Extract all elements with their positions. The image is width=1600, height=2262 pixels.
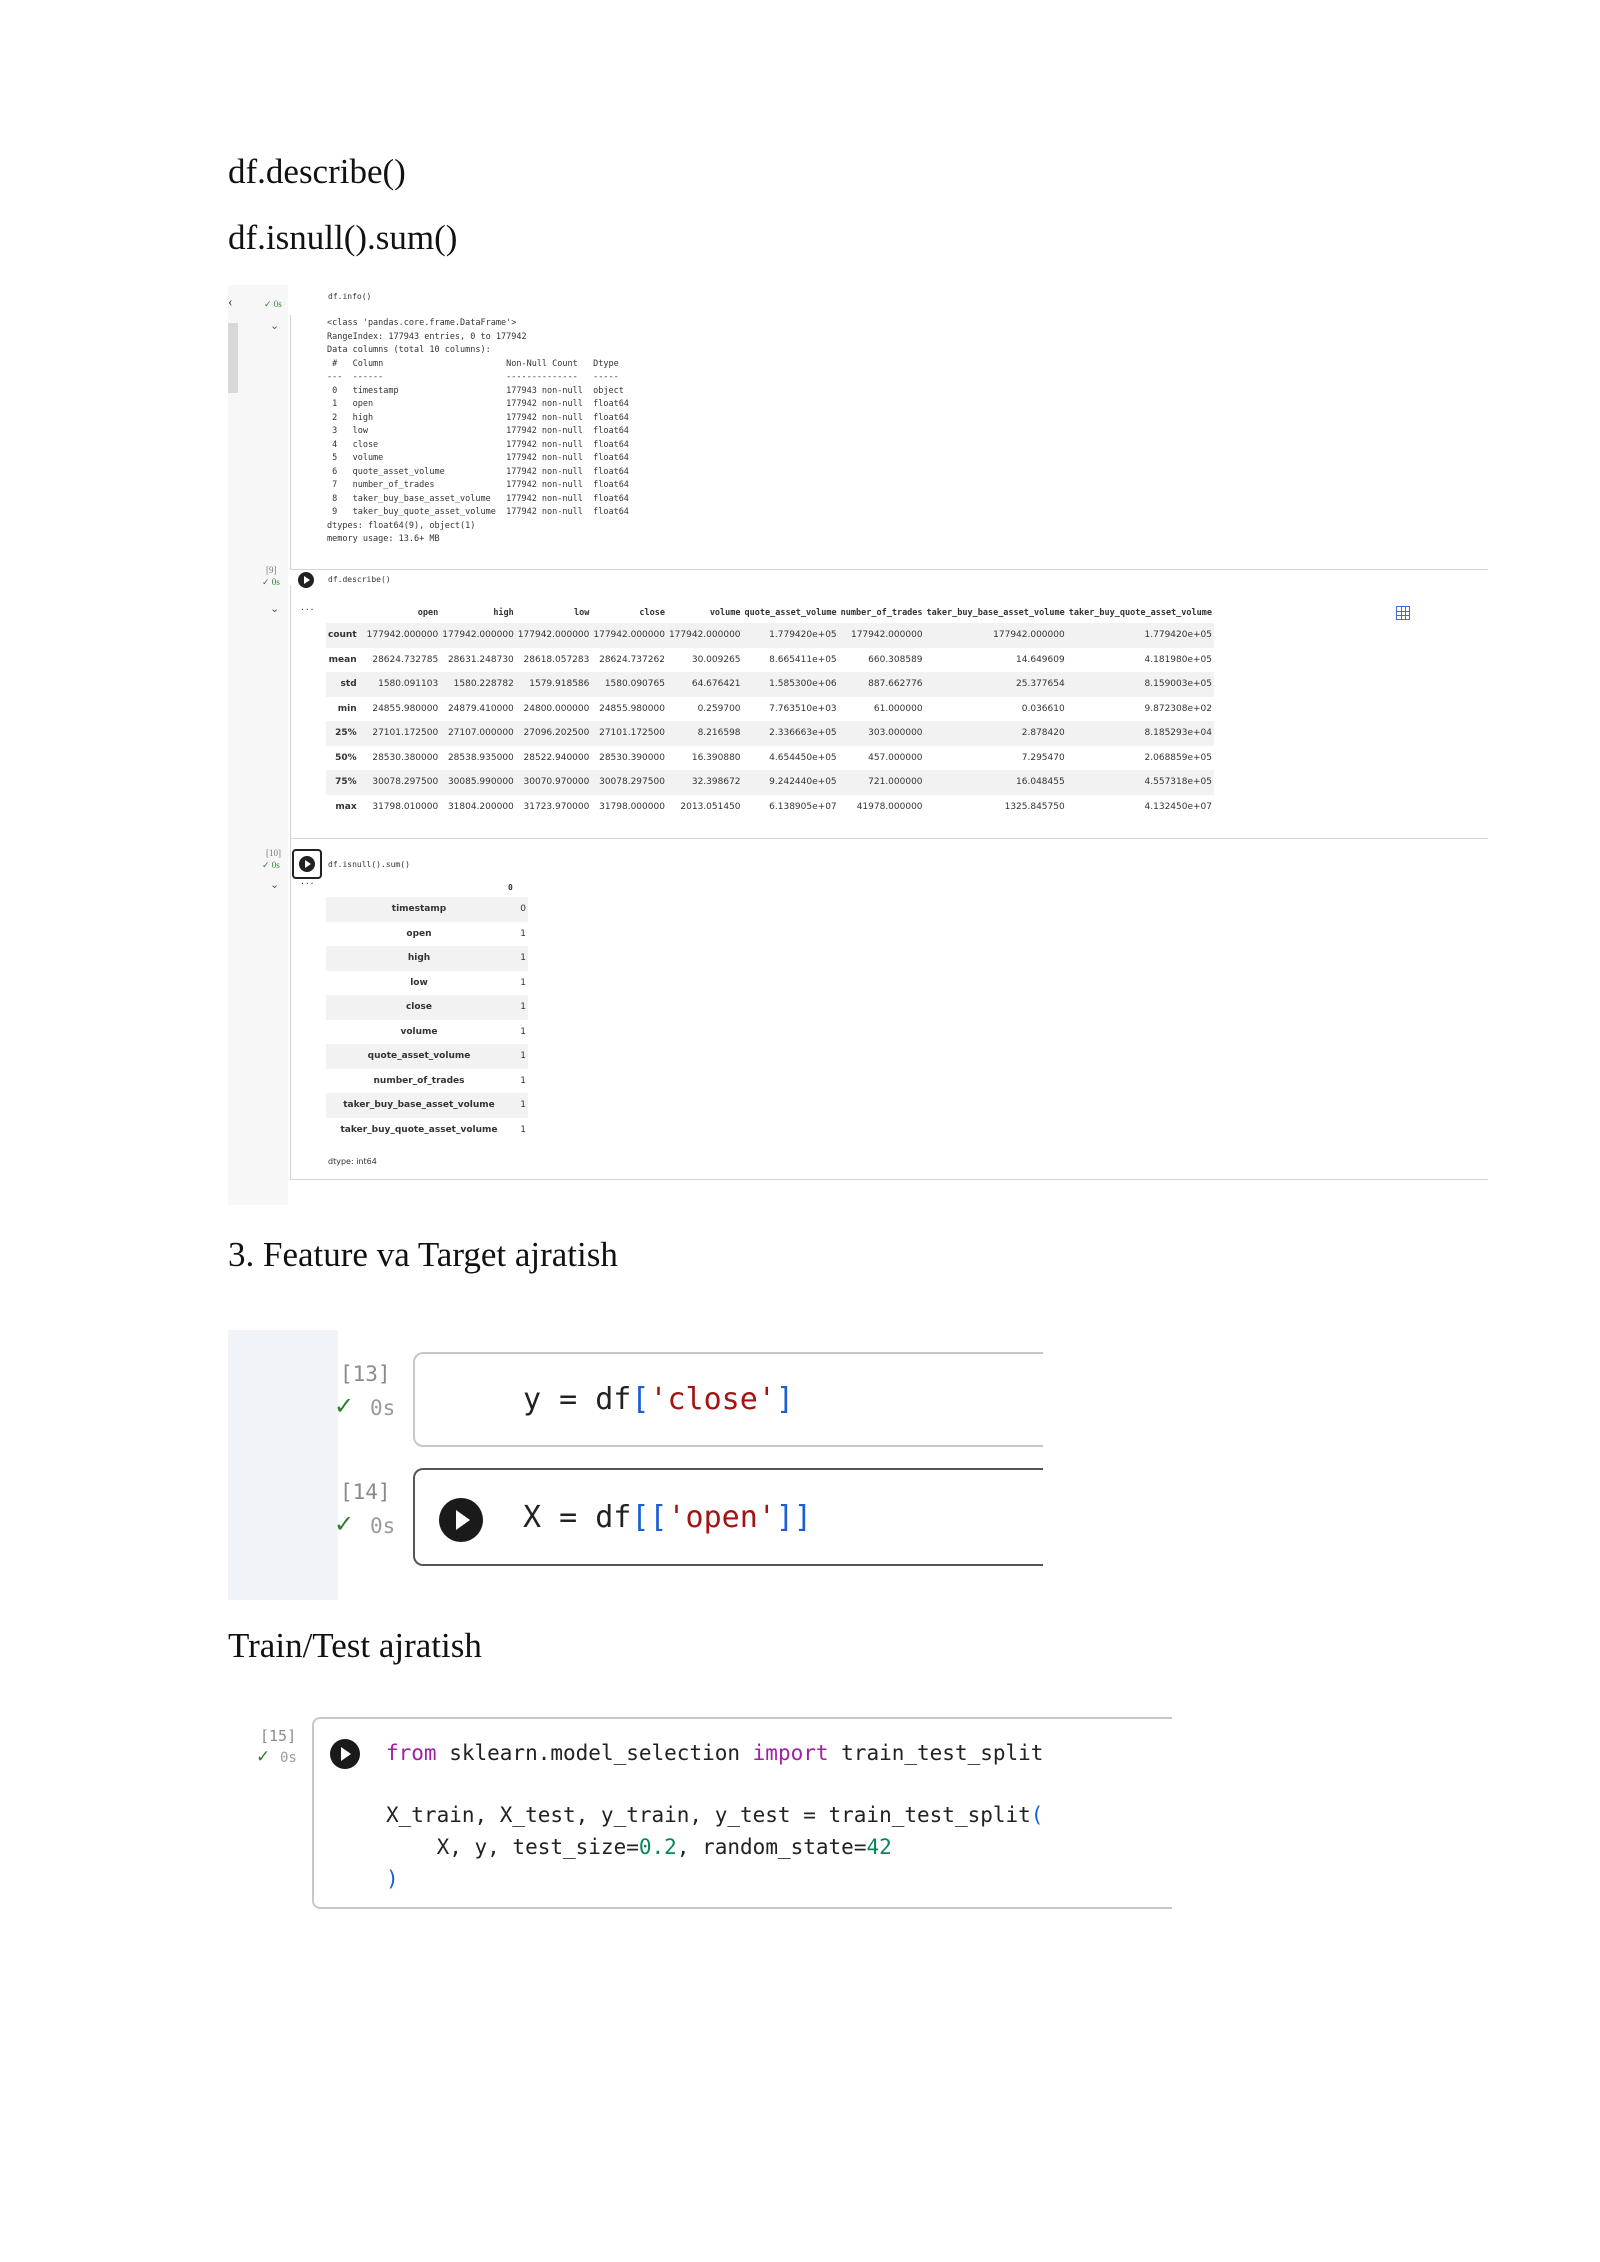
info-output-line: 4 close 177942 non-null float64 bbox=[327, 439, 629, 450]
table-cell: 1 bbox=[520, 1075, 526, 1086]
table-cell: 1580.228782 bbox=[440, 672, 516, 697]
table-cell: 41978.000000 bbox=[856, 801, 923, 812]
row-label: max bbox=[335, 801, 357, 812]
info-output-line: 1 open 177942 non-null float64 bbox=[327, 399, 629, 409]
info-output-line: 0 timestamp 177943 non-null object bbox=[327, 385, 629, 396]
isnull-heading: df.isnull().sum() bbox=[228, 218, 458, 257]
describe-column-header: high bbox=[493, 608, 514, 618]
table-cell: 0.259700 bbox=[697, 703, 741, 714]
notebook-screenshot-train-test bbox=[228, 1705, 1168, 1915]
row-label: std bbox=[326, 672, 365, 697]
chevron-down-icon[interactable]: ⌄ bbox=[270, 320, 280, 332]
table-cell: 177942.000000 bbox=[516, 623, 592, 648]
table-cell: 28618.057283 bbox=[523, 654, 590, 665]
table-row bbox=[326, 995, 528, 1020]
describe-column-header: quote_asset_volume bbox=[744, 608, 837, 618]
cell-15-duration: 0s bbox=[280, 1750, 297, 1766]
table-cell: 16.048455 bbox=[925, 770, 1067, 795]
table-row bbox=[326, 1118, 528, 1143]
describe-column-header: open bbox=[417, 608, 439, 618]
code-cell-14[interactable] bbox=[413, 1468, 1043, 1566]
feature-target-heading: 3. Feature va Target ajratish bbox=[228, 1235, 618, 1274]
describe-heading: df.describe() bbox=[228, 152, 406, 191]
collapse-icon[interactable]: ‹ bbox=[228, 295, 233, 310]
table-cell: 8.216598 bbox=[667, 721, 743, 746]
table-cell: 1.585300e+06 bbox=[743, 672, 839, 697]
cell-14-duration: 0s bbox=[370, 1514, 396, 1538]
table-cell: 8.665411e+05 bbox=[769, 654, 837, 665]
code-line-split: X_train, X_test, y_train, y_test = train_test_split( bbox=[386, 1803, 1044, 1827]
notebook-gutter bbox=[228, 1330, 338, 1600]
table-cell: 7.295470 bbox=[1021, 752, 1065, 763]
code-line-import: from sklearn.model_selection import train_test_split bbox=[386, 1741, 1044, 1765]
isnull-dtype: dtype: int64 bbox=[328, 1157, 377, 1166]
table-cell: 1325.845750 bbox=[1004, 801, 1065, 812]
table-cell: 887.662776 bbox=[839, 672, 925, 697]
notebook-screenshot-feature-target bbox=[228, 1330, 1040, 1600]
table-cell: 24855.980000 bbox=[599, 703, 665, 714]
info-output-line: 6 quote_asset_volume 177942 non-null float64 bbox=[327, 466, 629, 477]
table-row bbox=[326, 1044, 528, 1069]
table-cell: 4.654450e+05 bbox=[769, 752, 837, 763]
table-cell: 1 bbox=[520, 928, 526, 939]
table-row bbox=[326, 971, 528, 996]
table-row bbox=[326, 1069, 528, 1094]
row-label: high bbox=[326, 946, 512, 971]
table-row bbox=[326, 897, 528, 922]
table-cell: 4.181980e+05 bbox=[1144, 654, 1213, 665]
table-cell: 25.377654 bbox=[925, 672, 1067, 697]
table-cell: 31804.200000 bbox=[447, 801, 514, 812]
row-label: min bbox=[337, 703, 357, 714]
row-label: taker_buy_base_asset_volume bbox=[326, 1093, 512, 1118]
code-line: y = df['close'] bbox=[523, 1382, 794, 1417]
code-cell-15[interactable] bbox=[312, 1717, 1172, 1909]
info-output-line: RangeIndex: 177943 entries, 0 to 177942 bbox=[327, 331, 527, 342]
describe-column-header: number_of_trades bbox=[840, 608, 923, 618]
table-cell: 1579.918586 bbox=[516, 672, 592, 697]
notebook-screenshot-eda bbox=[228, 285, 1488, 1205]
code-cell-13[interactable] bbox=[413, 1352, 1043, 1447]
table-row bbox=[326, 746, 1214, 771]
table-row bbox=[326, 721, 1214, 746]
table-cell: 28624.732785 bbox=[372, 654, 439, 665]
table-cell: 0 bbox=[512, 897, 528, 922]
table-cell: 2013.051450 bbox=[680, 801, 741, 812]
table-cell: 1.779420e+05 bbox=[743, 623, 839, 648]
table-cell: 1 bbox=[512, 1044, 528, 1069]
table-cell: 30078.297500 bbox=[365, 770, 441, 795]
isnull-exec-count: [10] bbox=[266, 848, 281, 858]
table-cell: 8.185293e+04 bbox=[1067, 721, 1214, 746]
info-output-line: 7 number_of_trades 177942 non-null float64 bbox=[327, 480, 629, 490]
table-cell: 9.872308e+02 bbox=[1144, 703, 1213, 714]
code-line-close: ) bbox=[386, 1867, 399, 1891]
table-cell: 4.557318e+05 bbox=[1067, 770, 1214, 795]
cell-14-exec-count: [14] bbox=[340, 1480, 391, 1504]
table-cell: 4.132450e+07 bbox=[1144, 801, 1213, 812]
table-row bbox=[326, 922, 528, 947]
table-cell: 27101.172500 bbox=[365, 721, 441, 746]
table-cell: 7.763510e+03 bbox=[769, 703, 837, 714]
code-line: X = df[['open']] bbox=[523, 1500, 812, 1535]
info-output-line: 9 taker_buy_quote_asset_volume 177942 non-null float64 bbox=[327, 507, 629, 517]
output-ellipsis[interactable]: ... bbox=[300, 603, 315, 612]
row-label: 25% bbox=[326, 721, 365, 746]
table-cell: 2.068859e+05 bbox=[1144, 752, 1213, 763]
table-cell: 1 bbox=[512, 1093, 528, 1118]
row-label: volume bbox=[400, 1026, 438, 1037]
table-cell: 28538.935000 bbox=[447, 752, 514, 763]
code-line-args: X, y, test_size=0.2, random_state=42 bbox=[386, 1835, 892, 1859]
table-cell: 8.159003e+05 bbox=[1067, 672, 1214, 697]
table-cell: 1 bbox=[520, 1124, 526, 1135]
row-label: 50% bbox=[335, 752, 357, 763]
info-output-line: --- ------ -------------- ----- bbox=[327, 372, 629, 382]
row-label: open bbox=[406, 928, 432, 939]
table-cell: 31723.970000 bbox=[523, 801, 590, 812]
row-label: mean bbox=[328, 654, 357, 665]
table-cell: 1 bbox=[512, 946, 528, 971]
table-row bbox=[326, 697, 1214, 722]
cell-13-duration: 0s bbox=[370, 1396, 396, 1420]
describe-cell-code: df.describe() bbox=[328, 575, 391, 584]
run-cell-button[interactable] bbox=[330, 1739, 360, 1769]
info-output-line: memory usage: 13.6+ MB bbox=[327, 534, 440, 544]
table-row bbox=[326, 770, 1214, 795]
play-icon bbox=[341, 1747, 351, 1761]
table-cell: 1580.090765 bbox=[591, 672, 667, 697]
info-output-line: 5 volume 177942 non-null float64 bbox=[327, 453, 629, 463]
table-cell: 6.138905e+07 bbox=[769, 801, 837, 812]
table-cell: 9.242440e+05 bbox=[743, 770, 839, 795]
table-cell: 16.390880 bbox=[691, 752, 741, 763]
describe-column-header: taker_buy_base_asset_volume bbox=[926, 608, 1065, 618]
chevron-down-icon[interactable]: ⌄ bbox=[270, 603, 280, 615]
info-output-line: 2 high 177942 non-null float64 bbox=[327, 412, 629, 423]
describe-column-header: volume bbox=[709, 608, 741, 618]
table-row bbox=[326, 1093, 528, 1118]
table-cell: 177942.000000 bbox=[440, 623, 516, 648]
table-cell: 64.676421 bbox=[667, 672, 743, 697]
train-test-heading: Train/Test ajratish bbox=[228, 1626, 482, 1665]
describe-column-header: low bbox=[574, 608, 590, 618]
describe-status: ✓ 0s bbox=[262, 577, 280, 587]
row-label: quote_asset_volume bbox=[326, 1044, 512, 1069]
table-cell: 1580.091103 bbox=[365, 672, 441, 697]
table-cell: 177942.000000 bbox=[365, 623, 441, 648]
isnull-table bbox=[326, 897, 528, 1142]
row-label: taker_buy_quote_asset_volume bbox=[340, 1124, 498, 1135]
table-cell: 30070.970000 bbox=[516, 770, 592, 795]
table-cell: 28522.940000 bbox=[523, 752, 590, 763]
table-cell: 30085.990000 bbox=[440, 770, 516, 795]
row-label: timestamp bbox=[326, 897, 512, 922]
info-output-line: <class 'pandas.core.frame.DataFrame'> bbox=[327, 318, 517, 328]
isnull-column-header: 0 bbox=[508, 883, 513, 892]
info-cell-status: ✓ 0s bbox=[264, 299, 282, 309]
table-view-icon[interactable] bbox=[1396, 606, 1410, 620]
table-cell: 24855.980000 bbox=[372, 703, 439, 714]
describe-column-header: taker_buy_quote_asset_volume bbox=[1068, 608, 1213, 618]
table-cell: 24800.000000 bbox=[523, 703, 590, 714]
row-label: count bbox=[326, 623, 365, 648]
table-cell: 24879.410000 bbox=[447, 703, 514, 714]
table-cell: 2.336663e+05 bbox=[743, 721, 839, 746]
run-cell-button[interactable] bbox=[439, 1498, 483, 1542]
table-cell: 1.779420e+05 bbox=[1067, 623, 1214, 648]
describe-table bbox=[326, 603, 1214, 819]
table-cell: 457.000000 bbox=[868, 752, 923, 763]
table-cell: 303.000000 bbox=[839, 721, 925, 746]
table-cell: 30078.297500 bbox=[591, 770, 667, 795]
info-cell-code: df.info() bbox=[328, 292, 372, 301]
table-cell: 27107.000000 bbox=[440, 721, 516, 746]
table-row bbox=[326, 1020, 528, 1045]
table-cell: 27096.202500 bbox=[516, 721, 592, 746]
info-output-line: # Column Non-Null Count Dtype bbox=[327, 358, 629, 369]
table-cell: 1 bbox=[520, 1026, 526, 1037]
output-ellipsis[interactable]: ... bbox=[300, 877, 315, 886]
table-cell: 28530.390000 bbox=[599, 752, 665, 763]
table-cell: 177942.000000 bbox=[925, 623, 1067, 648]
table-cell: 660.308589 bbox=[868, 654, 923, 665]
info-output-line: 8 taker_buy_base_asset_volume 177942 non-null float64 bbox=[327, 493, 629, 504]
table-cell: 28631.248730 bbox=[447, 654, 514, 665]
describe-column-header: close bbox=[639, 608, 665, 618]
table-cell: 30.009265 bbox=[691, 654, 741, 665]
row-label: low bbox=[410, 977, 428, 988]
table-cell: 1 bbox=[512, 995, 528, 1020]
table-cell: 177942.000000 bbox=[667, 623, 743, 648]
table-cell: 27101.172500 bbox=[591, 721, 667, 746]
describe-column-header bbox=[326, 603, 365, 623]
describe-header-row bbox=[326, 603, 1214, 623]
table-cell: 28624.737262 bbox=[599, 654, 665, 665]
table-cell: 14.649609 bbox=[1016, 654, 1065, 665]
check-icon: ✓ bbox=[334, 1392, 355, 1420]
table-row bbox=[326, 672, 1214, 697]
info-output-area bbox=[290, 315, 1488, 570]
table-cell: 31798.000000 bbox=[599, 801, 665, 812]
sidebar-scroll-strip bbox=[228, 323, 238, 393]
table-cell: 2.878420 bbox=[925, 721, 1067, 746]
row-label: 75% bbox=[326, 770, 365, 795]
play-icon bbox=[456, 1510, 470, 1530]
table-cell: 177942.000000 bbox=[591, 623, 667, 648]
table-cell: 177942.000000 bbox=[839, 623, 925, 648]
chevron-down-icon[interactable]: ⌄ bbox=[270, 879, 280, 891]
table-cell: 721.000000 bbox=[839, 770, 925, 795]
isnull-status: ✓ 0s bbox=[262, 860, 280, 870]
table-cell: 1 bbox=[520, 977, 526, 988]
isnull-cell-code: df.isnull().sum() bbox=[328, 860, 410, 869]
table-cell: 32.398672 bbox=[667, 770, 743, 795]
table-cell: 61.000000 bbox=[873, 703, 923, 714]
table-row bbox=[326, 946, 528, 971]
table-cell: 0.036610 bbox=[1021, 703, 1065, 714]
info-output-line: Data columns (total 10 columns): bbox=[327, 345, 491, 355]
row-label: close bbox=[326, 995, 512, 1020]
table-row bbox=[326, 648, 1214, 673]
info-output-line: dtypes: float64(9), object(1) bbox=[327, 520, 476, 531]
info-output-line: 3 low 177942 non-null float64 bbox=[327, 426, 629, 436]
cell-13-exec-count: [13] bbox=[340, 1362, 391, 1386]
check-icon: ✓ bbox=[334, 1510, 355, 1538]
table-row bbox=[326, 795, 1214, 820]
table-row bbox=[326, 623, 1214, 648]
describe-exec-count: [9] bbox=[266, 565, 277, 575]
row-label: number_of_trades bbox=[373, 1075, 465, 1086]
check-icon: ✓ bbox=[256, 1747, 271, 1767]
cell-15-exec-count: [15] bbox=[260, 1727, 297, 1745]
notebook-gutter bbox=[228, 285, 288, 1205]
info-output-text bbox=[327, 317, 629, 547]
table-cell: 28530.380000 bbox=[372, 752, 439, 763]
table-cell: 31798.010000 bbox=[372, 801, 439, 812]
